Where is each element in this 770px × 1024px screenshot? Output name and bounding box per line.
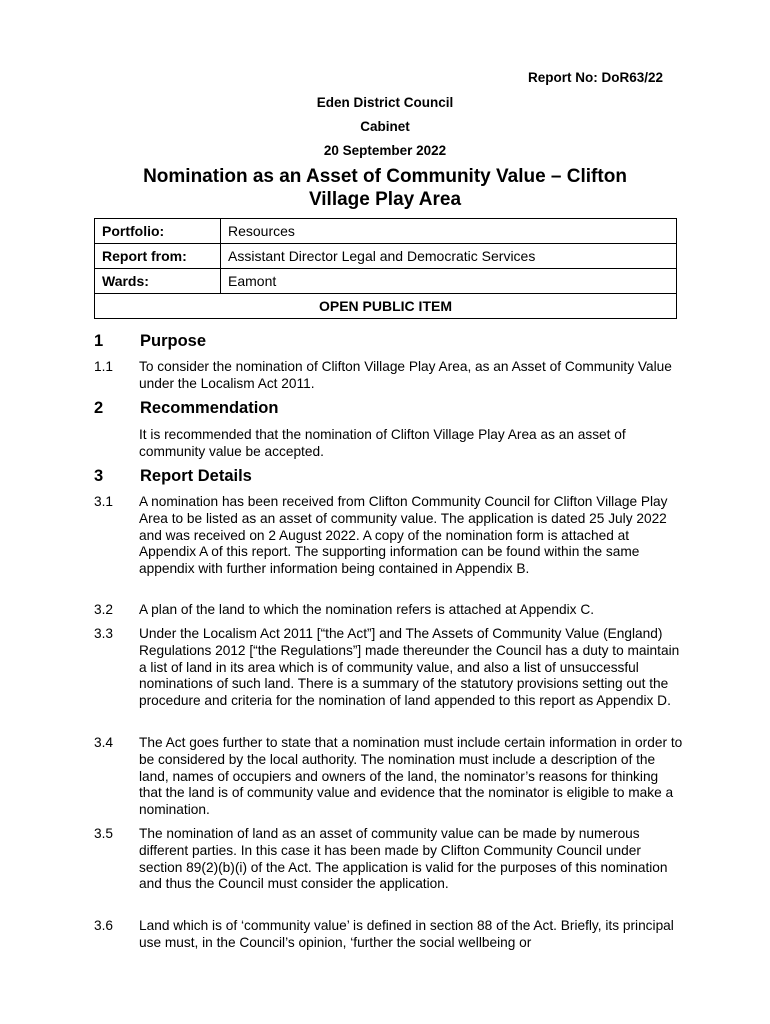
- paragraph-number: 3.6: [94, 918, 114, 933]
- table-row: [95, 244, 677, 269]
- wards-label: Wards:: [95, 269, 221, 294]
- section-title: Recommendation: [140, 399, 279, 417]
- section-heading-recommendation: [94, 399, 278, 418]
- title-line-1: Nomination as an Asset of Community Value – Clifton: [143, 166, 627, 187]
- paragraph-number: 3.2: [94, 602, 114, 617]
- paragraph-3-3: [94, 626, 684, 710]
- paragraph-3-2: [94, 602, 684, 619]
- paragraph-text: A nomination has been received from Clifton Community Council for Clifton Village Play Area to be listed as an asset of community value. The application is dated 25 July 2022 and was received on 2 August 2022. A copy of the nomination form is attached at Appendix A of this report. The supporting information can be found within the same appendix with further information being contained in Appendix B.: [139, 494, 668, 577]
- report-from-label: Report from:: [95, 244, 221, 269]
- portfolio-label: Portfolio:: [95, 219, 221, 244]
- paragraph-number: 3.3: [94, 626, 114, 641]
- paragraph-text: A plan of the land to which the nomination refers is attached at Appendix C.: [139, 602, 595, 617]
- open-public-item: OPEN PUBLIC ITEM: [95, 294, 677, 319]
- recommendation-text: [94, 427, 684, 461]
- portfolio-value: Resources: [221, 219, 677, 244]
- council-name: Eden District Council: [316, 95, 454, 110]
- paragraph-number: 1.1: [94, 359, 114, 374]
- paragraph-text: It is recommended that the nomination of Clifton Village Play Area as an asset of community value be accepted.: [139, 427, 626, 459]
- paragraph-3-4: [94, 735, 684, 819]
- table-row: [95, 269, 677, 294]
- paragraph-text: The Act goes further to state that a nomination must include certain information in order to be considered by the local authority. The nomination must include a description of the land, names of occupiers and owners of the land, the nominator’s reasons for thinking that the land is of community value and evidence that the nominator is eligible to make a nomination.: [139, 735, 683, 818]
- table-row: [95, 294, 677, 319]
- paragraph-3-1: [94, 494, 684, 578]
- section-number: 3: [94, 467, 104, 485]
- section-title: Purpose: [140, 332, 207, 350]
- section-heading-report-details: [94, 467, 252, 486]
- paragraph-text: Under the Localism Act 2011 [“the Act”] and The Assets of Community Value (England) Regulations 2012 [“the Regulations”] made thereunder the Council has a duty to maintain a list of land in its area which is of community value, and also a list of unsuccessful nominations of such land. There is a summary of the statutory provisions setting out the procedure and criteria for the nomination of land appended to this report as Appendix D.: [139, 626, 680, 709]
- meeting-date: 20 September 2022: [323, 143, 447, 158]
- wards-value: Eamont: [221, 269, 677, 294]
- title-line-2: Village Play Area: [308, 189, 462, 210]
- paragraph-text: To consider the nomination of Clifton Village Play Area, as an Asset of Community Value under the Localism Act 2011.: [139, 359, 672, 391]
- table-row: [95, 219, 677, 244]
- paragraph-3-6: [94, 918, 684, 952]
- section-title: Report Details: [140, 467, 252, 485]
- meeting-body: Cabinet: [360, 119, 410, 134]
- section-number: 1: [94, 332, 104, 350]
- paragraph-text: Land which is of ‘community value’ is defined in section 88 of the Act. Briefly, its principal use must, in the Council’s opinion, ‘further the social wellbeing or: [139, 918, 674, 950]
- paragraph-number: 3.5: [94, 826, 114, 841]
- page-title: [0, 165, 770, 211]
- report-number: Report No: DoR63/22: [527, 70, 663, 85]
- report-from-value: Assistant Director Legal and Democratic Services: [221, 244, 677, 269]
- section-number: 2: [94, 399, 104, 417]
- paragraph-number: 3.1: [94, 494, 114, 509]
- paragraph-text: The nomination of land as an asset of community value can be made by numerous different parties. In this case it has been made by Clifton Community Council under section 89(2)(b)(i) of the Act. The application is valid for the purposes of this nomination and thus the Council must consider the application.: [139, 826, 668, 892]
- paragraph-number: 3.4: [94, 735, 114, 750]
- paragraph-3-5: [94, 826, 684, 893]
- section-heading-purpose: [94, 332, 206, 351]
- paragraph-1-1: [94, 359, 684, 393]
- report-info-table: [94, 218, 677, 319]
